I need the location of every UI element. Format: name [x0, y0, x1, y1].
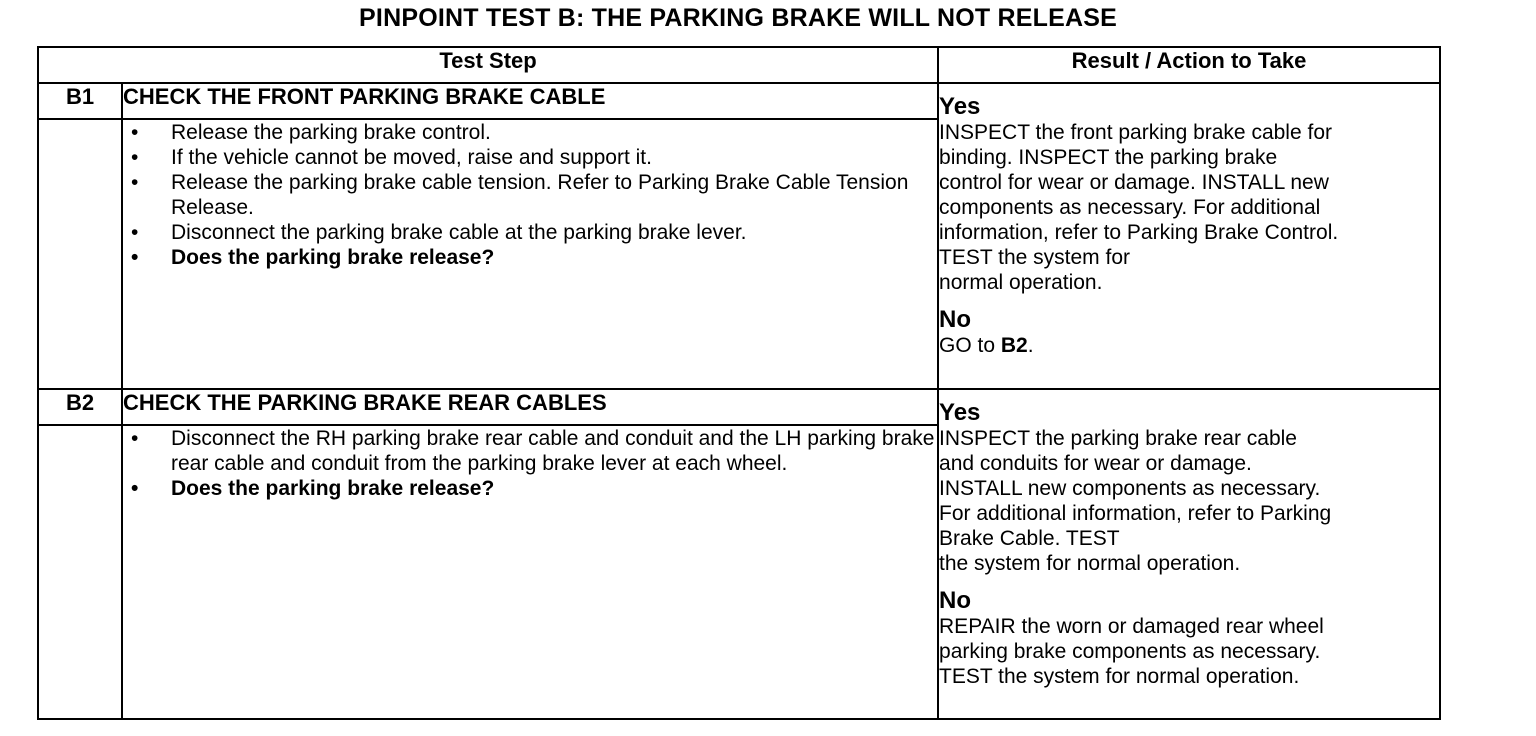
- header-test-step: Test Step: [38, 47, 938, 83]
- step-id-b1: B1: [38, 83, 122, 119]
- no-label-b2: No: [939, 587, 972, 614]
- no-text-b1: [939, 333, 1439, 358]
- page-title: PINPOINT TEST B: THE PARKING BRAKE WILL NOT RELEASE: [359, 4, 1117, 32]
- yes-label-b1: Yes: [939, 93, 981, 120]
- header-result-action: Result / Action to Take: [938, 47, 1440, 83]
- yes-text-b2: INSPECT the parking brake rear cable and conduits for wear or damage. INSTALL new components as necessary. For additional information, refer to Parking Brake Cable. TEST the system for normal operation.: [939, 427, 1332, 575]
- no-text-b1-step-ref: B2: [1000, 334, 1028, 357]
- yes-text-b1: INSPECT the front parking brake cable for binding. INSPECT the parking brake control for wear or damage. INSTALL new components as necessary. For additional information, refer to Parking Brake Control. TEST the system for normal operation.: [939, 121, 1339, 294]
- step-b2-spacer: [38, 425, 122, 719]
- step-b2-title-row: [38, 389, 1440, 425]
- no-text-b1-suffix: .: [1027, 334, 1034, 357]
- table-header-row: [38, 47, 1440, 83]
- yes-label-b2: Yes: [939, 399, 981, 426]
- list-item: • Does the parking brake release?: [131, 477, 495, 500]
- step-id-b2: B2: [38, 389, 122, 425]
- step-b1-spacer: [38, 119, 122, 389]
- step-b2-bullet-list: [123, 426, 937, 501]
- step-b1-title-row: [38, 83, 1440, 119]
- result-cell-b2: [938, 389, 1440, 719]
- list-item: • Release the parking brake cable tension. Refer to Parking Brake Cable Tension Release.: [131, 171, 909, 219]
- no-label-b1: No: [939, 306, 972, 333]
- list-item: • Does the parking brake release?: [131, 246, 495, 269]
- pinpoint-test-table: [37, 46, 1441, 720]
- step-b2-body: [122, 425, 938, 719]
- no-text-b1-prefix: GO to: [939, 334, 1001, 357]
- no-text-b2: REPAIR the worn or damaged rear wheel parking brake components as necessary. TEST the system for normal operation.: [939, 615, 1324, 688]
- step-title-b1: CHECK THE FRONT PARKING BRAKE CABLE: [122, 83, 938, 119]
- step-b1-body: [122, 119, 938, 389]
- list-item: • If the vehicle cannot be moved, raise and support it.: [131, 146, 652, 169]
- list-item: • Release the parking brake control.: [131, 121, 491, 144]
- result-cell-b1: [938, 83, 1440, 389]
- list-item: • Disconnect the parking brake cable at the parking brake lever.: [131, 221, 747, 244]
- step-title-b2: CHECK THE PARKING BRAKE REAR CABLES: [122, 389, 938, 425]
- step-b1-bullet-list: [123, 120, 937, 270]
- list-item: • Disconnect the RH parking brake rear cable and conduit and the LH parking brake rear cable and conduit from the parking brake lever at each wheel.: [131, 427, 935, 475]
